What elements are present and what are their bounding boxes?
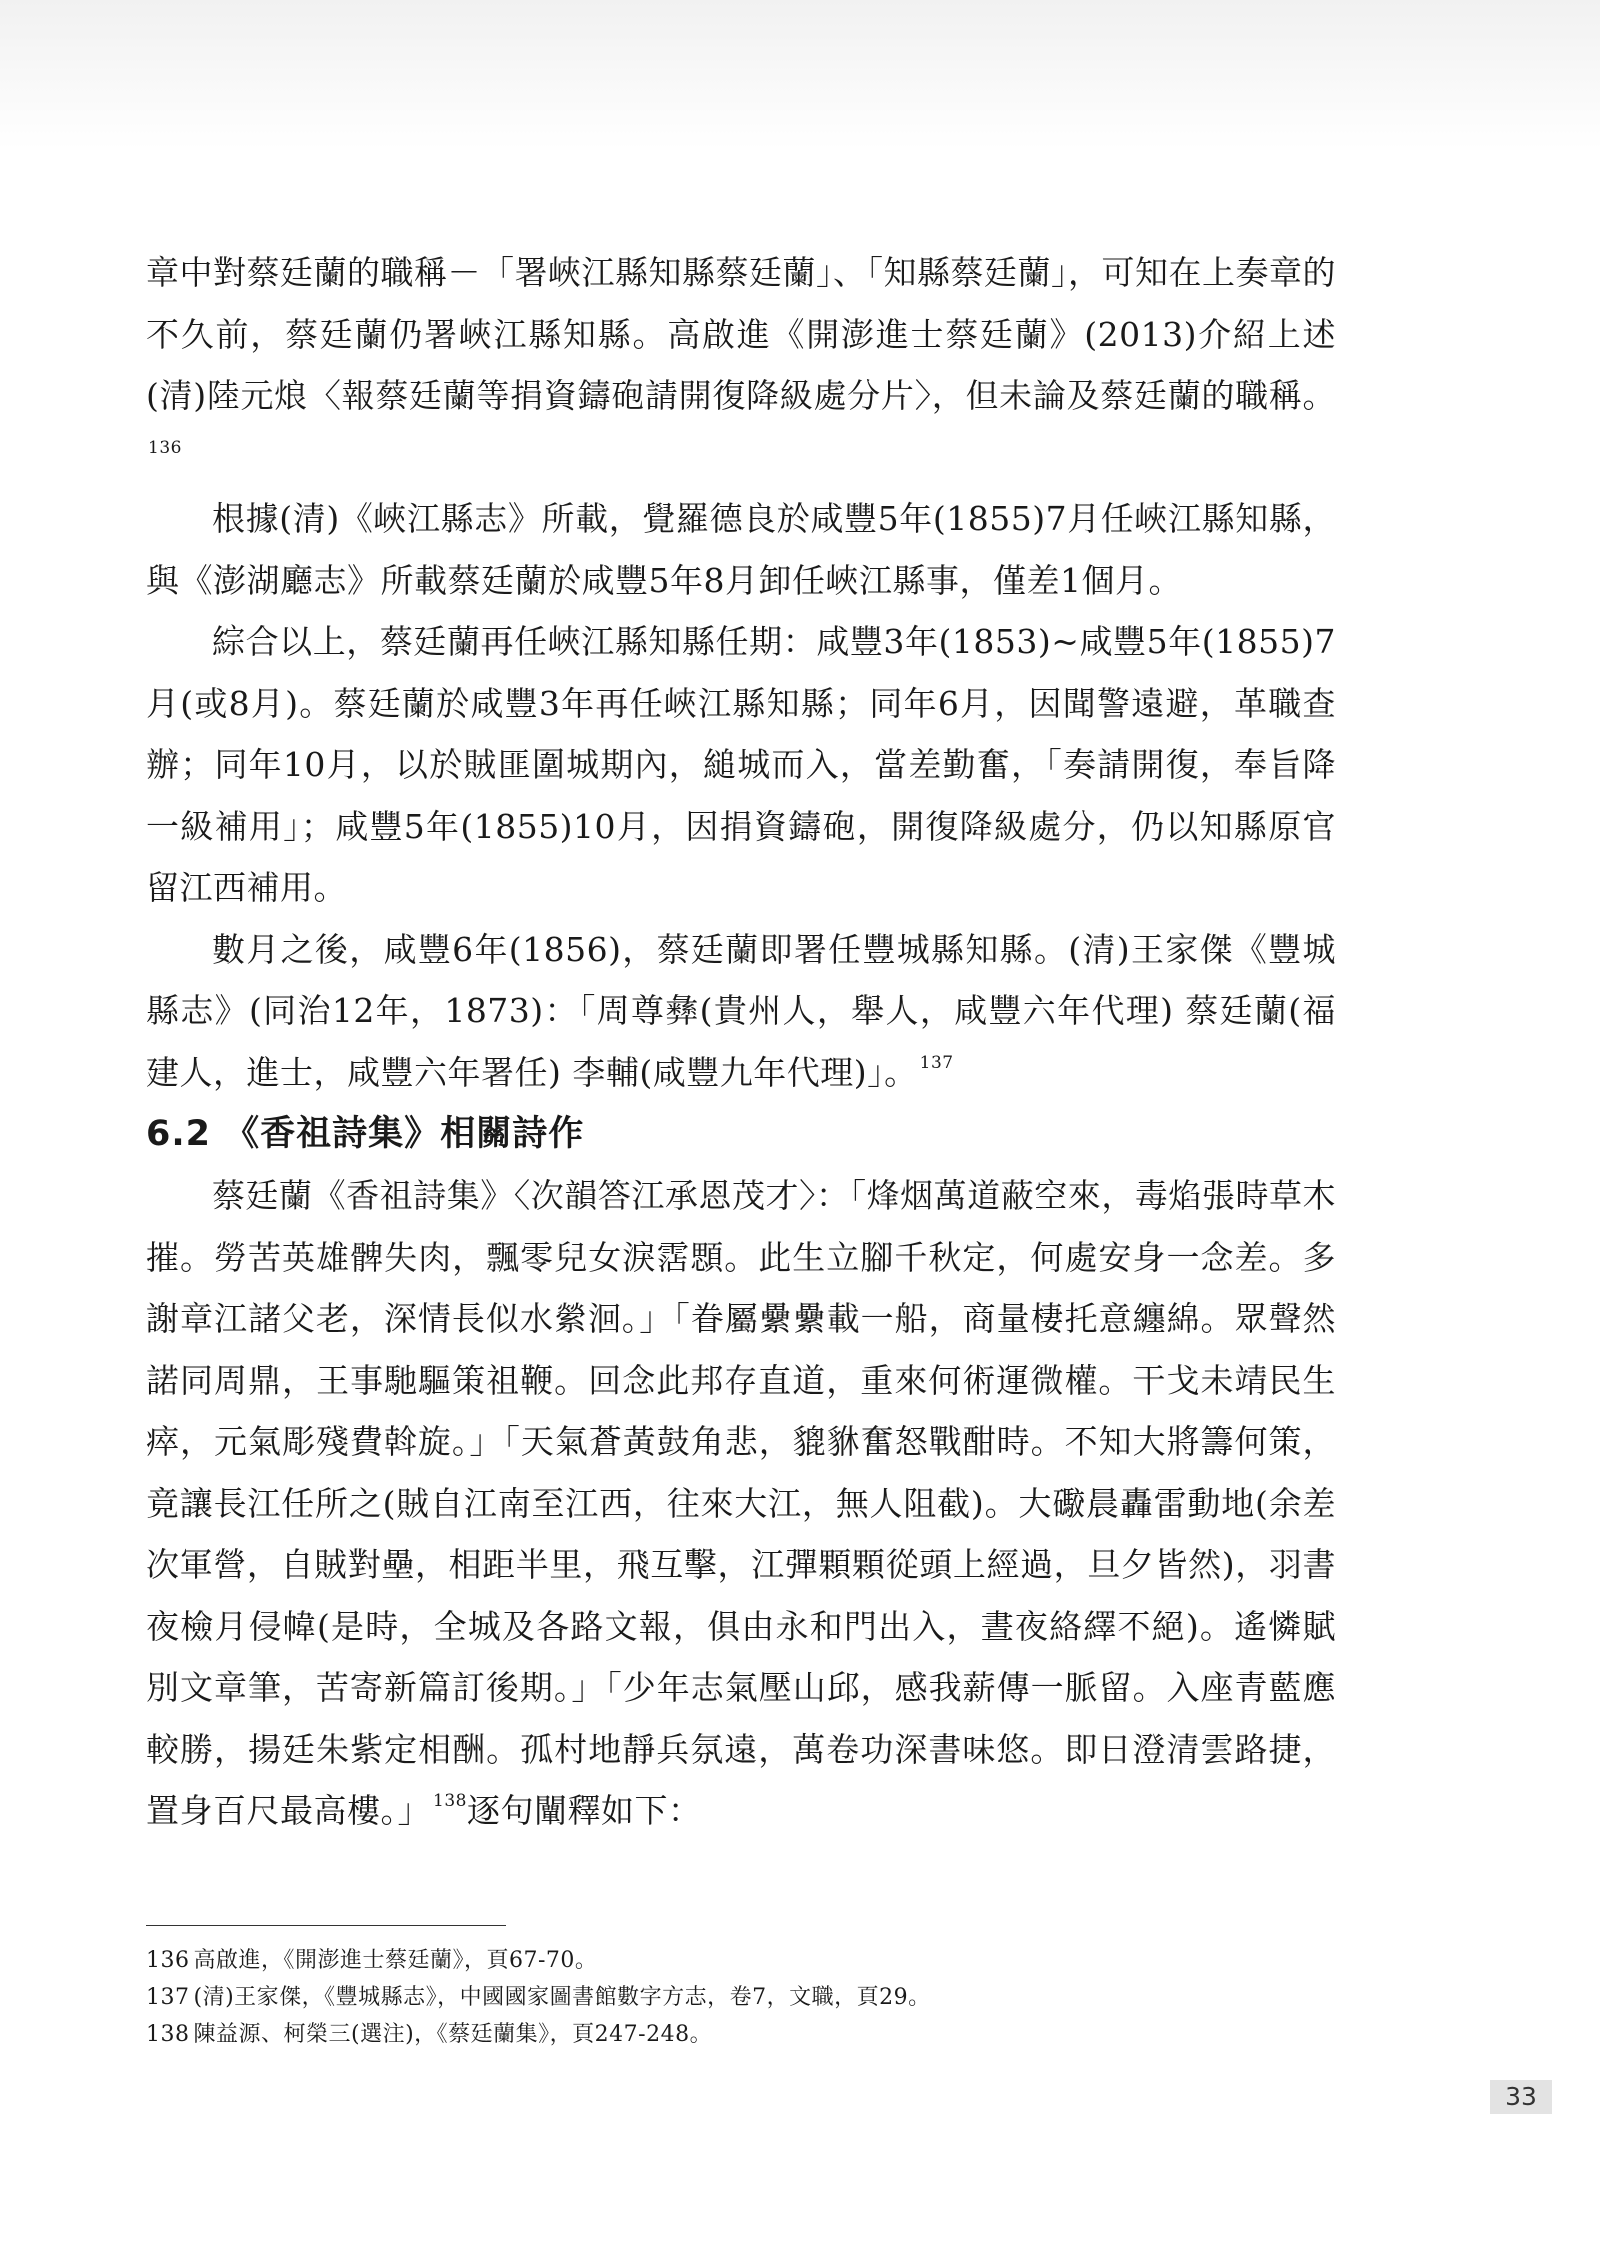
- paragraph-1: 章中對蔡廷蘭的職稱－「署峽江縣知縣蔡廷蘭」、「知縣蔡廷蘭」，可知在上奏章的不久前，蔡廷蘭仍署峽江縣知縣。高啟進《開澎進士蔡廷蘭》(2013)介紹上述(清)陸元烺〈報蔡廷蘭等捐資鑄砲請開復降級處分片〉，但未論及蔡廷蘭的職稱。$^{136}$: [146, 253, 1336, 458]
- footnote-138: [146, 2016, 1336, 2053]
- footnote-text: (清)王家傑，《豐城縣志》，中國國家圖書館數字方志，卷7，文職，頁29。: [193, 1985, 931, 2010]
- footnote-number: 137: [146, 1985, 190, 2010]
- footnote-136: [146, 1942, 1336, 1979]
- body-text: [146, 242, 1336, 1842]
- paragraph-3: 綜合以上，蔡廷蘭再任峽江縣知縣任期：咸豐3年(1853)~咸豐5年(1855)7月(或8月)。蔡廷蘭於咸豐3年再任峽江縣知縣；同年6月，因聞警遠避，革職查辦；同年10月，以於賊匪圍城期內，縋城而入，當差勤奮，「奏請開復，奉旨降一級補用」；咸豐5年(1855)10月，因捐資鑄砲，開復降級處分，仍以知縣原官留江西補用。: [146, 622, 1336, 907]
- footnote-text: 高啟進，《開澎進士蔡廷蘭》，頁67-70。: [193, 1948, 598, 1973]
- paragraph-2: 根據(清)《峽江縣志》所載，覺羅德良於咸豐5年(1855)7月任峽江縣知縣，與《澎湖廳志》所載蔡廷蘭於咸豐5年8月卸任峽江縣事，僅差1個月。: [146, 499, 1336, 600]
- paragraph-5: 蔡廷蘭《香祖詩集》〈次韻答江承恩茂才〉：「烽烟萬道蔽空來，毒焰張時草木摧。勞苦英雄髀失肉，飄零兒女淚霑顋。此生立腳千秋定，何處安身一念差。多謝章江諸父老，深情長似水縈洄。」「眷屬纍纍載一船，商量棲托意纏綿。眾聲然諾同周鼎，王事馳驅策祖鞭。回念此邦存直道，重來何術運微權。干戈未靖民生瘁，元氣彫殘費斡旋。」「天氣蒼黃鼓角悲，貔貅奮怒戰酣時。不知大將籌何策，竟讓長江任所之(賊自江南至江西，往來大江，無人阻截)。大礮晨轟雷動地(余差次軍營，自賊對壘，相距半里，飛互擊，江彈顆顆從頭上經過，旦夕皆然)，羽書夜檢月侵幃(是時，全城及各路文報，俱由永和門出入，晝夜絡繹不絕)。遙憐賦別文章筆，苦寄新篇訂後期。」「少年志氣壓山邱，感我薪傳一脈留。入座青藍應較勝，揚廷朱紫定相酬。孤村地靜兵氛遠，萬卷功深書味悠。即日澄清雲路捷，置身百尺最高樓。」 $^{138}$逐句闡釋如下：: [146, 1176, 1336, 1830]
- section-heading: 6.2 《香祖詩集》相關詩作: [146, 1114, 585, 1154]
- footnotes: [146, 1942, 1336, 2053]
- footnote-number: 138: [146, 2022, 190, 2047]
- footnote-ref-136[interactable]: 136: [148, 437, 182, 458]
- page-number: 33: [1490, 2080, 1552, 2114]
- footnote-divider: [146, 1925, 506, 1926]
- footnote-ref-138[interactable]: 138: [433, 1791, 467, 1811]
- paragraph-4: 數月之後，咸豐6年(1856)，蔡廷蘭即署任豐城縣知縣。(清)王家傑《豐城縣志》(同治12年，1873)：「周尊彝(貴州人，舉人，咸豐六年代理) 蔡廷蘭(福建人，進士，咸豐六年署任) 李輔(咸豐九年代理)」。 $^{137}$: [146, 929, 1336, 1092]
- footnote-number: 136: [146, 1948, 190, 1973]
- scan-shading: [0, 0, 1600, 150]
- footnote-text: 陳益源、柯榮三(選注)，《蔡廷蘭集》，頁247-248。: [193, 2022, 713, 2047]
- footnote-137: [146, 1979, 1336, 2016]
- footnote-ref-137[interactable]: 137: [919, 1052, 954, 1073]
